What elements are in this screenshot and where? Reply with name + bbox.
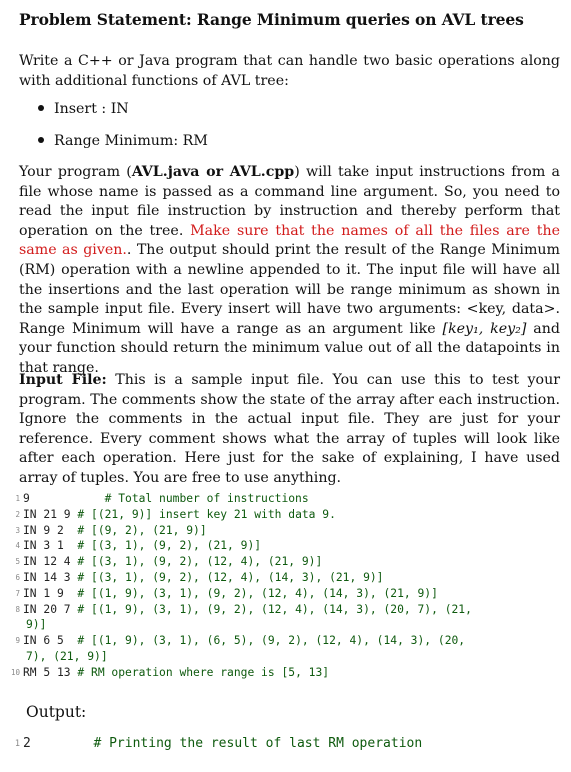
desc-part-a: Your program ( (19, 164, 132, 180)
code-comment: # [(1, 9), (3, 1), (6, 5), (9, 2), (12, 4), (14, 3), (20, (77, 634, 466, 648)
code-command: RM 5 13 (23, 665, 78, 679)
code-comment: # [(3, 1), (9, 2), (21, 9)] (77, 539, 262, 553)
output-comment: # Printing the result of last RM operation (93, 736, 423, 751)
code-comment: # [(9, 2), (21, 9)] (77, 523, 207, 537)
bullet-insert-text: Insert : IN (54, 101, 129, 117)
code-line (8, 554, 563, 570)
sample-output-code (8, 736, 422, 751)
output-heading: Output: (26, 703, 87, 721)
code-comment: 7), (21, 9)] (26, 649, 108, 663)
code-comment: 9)] (26, 618, 47, 632)
line-number: 3 (15, 525, 20, 535)
intro-paragraph: Write a C++ or Java program that can handle two basic operations along with additional functions of AVL tree: (19, 53, 560, 89)
code-comment: # [(3, 1), (9, 2), (12, 4), (14, 3), (21, 9)] (77, 570, 384, 584)
line-number: 4 (15, 541, 20, 551)
code-comment: # [(3, 1), (9, 2), (12, 4), (21, 9)] (77, 555, 323, 569)
bullet-insert (38, 101, 129, 117)
code-line (8, 538, 563, 554)
input-file-text: This is a sample input file. You can use this to test your program. The comments show the state of the array after each instruction. Ignore the comments in the actual input file. They are just for your reference. Every comment shows what the array of tuples will look like after each operation. Here just for the sake of explaining, I have used array of tuples. You are free to use anything. (19, 372, 560, 486)
line-number: 1 (15, 494, 20, 503)
input-file-paragraph (19, 371, 560, 489)
code-comment: # RM operation where range is [5, 13] (77, 665, 330, 679)
code-command: 9 (23, 492, 105, 505)
code-line (8, 633, 563, 649)
code-line (8, 665, 563, 681)
code-line (8, 507, 563, 523)
code-command: IN 20 7 (23, 602, 78, 616)
code-comment: # Total number of instructions (104, 492, 309, 505)
code-command: IN 12 4 (23, 555, 78, 569)
code-line (8, 586, 563, 602)
code-command: IN 6 5 (23, 634, 78, 648)
desc-part-d: . The output should print the result of the Range Minimum (RM) operation with a newline appended to it. The input file will have all the insertions and the last operation will be range minimum as shown in the sample input file. Every insert will have two arguments: <key, data>. Range Minimum will have a range as an argument like (19, 242, 560, 337)
code-command: IN 21 9 (23, 507, 78, 521)
sample-input-code (8, 491, 563, 681)
warning-text: Make sure that the names of all the files are the same as given. (19, 222, 560, 259)
bullet-range-minimum (38, 133, 208, 149)
bullet-dot-icon (38, 137, 44, 143)
filename-emphasis: AVL.java or AVL.cpp (131, 164, 295, 180)
code-line (8, 491, 563, 507)
bullet-dot-icon (38, 105, 44, 111)
line-number: 6 (15, 572, 20, 582)
code-command: IN 9 2 (23, 523, 78, 537)
line-number: 1 (14, 739, 20, 749)
code-command: IN 1 9 (23, 586, 78, 600)
code-line (8, 570, 563, 586)
range-notation: [key₁, key₂] (442, 320, 527, 337)
code-comment: # [(1, 9), (3, 1), (9, 2), (12, 4), (14, 3), (20, 7), (21, (77, 602, 472, 616)
line-number: 9 (15, 636, 20, 646)
description-paragraph (19, 163, 560, 379)
code-comment: # [(1, 9), (3, 1), (9, 2), (12, 4), (14, 3), (21, 9)] (77, 586, 438, 600)
line-number: 5 (15, 557, 20, 567)
line-number: 8 (15, 604, 20, 614)
code-command: IN 14 3 (23, 570, 78, 584)
problem-title: Problem Statement: Range Minimum queries on AVL trees (19, 10, 524, 29)
code-line-continuation (8, 649, 563, 665)
code-comment: # [(21, 9)] insert key 21 with data 9. (77, 507, 336, 521)
desc-part-e: and your function should return the minimum value out of all the datapoints in that range. (19, 320, 560, 376)
line-number: 2 (15, 509, 20, 519)
code-line (8, 602, 563, 618)
code-command: IN 3 1 (23, 539, 78, 553)
desc-part-c: ) will take input instructions from a file whose name is passed as a command line argument. So, you need to read the input file instruction by instruction and thereby perform that operation on the tree. (19, 164, 560, 239)
line-number: 7 (15, 588, 20, 598)
bullet-rm-text: Range Minimum: RM (54, 133, 208, 149)
input-file-label: Input File: (19, 372, 107, 388)
output-value: 2 (23, 736, 31, 751)
line-number: 10 (10, 667, 20, 677)
code-line (8, 523, 563, 539)
code-line-continuation (8, 617, 563, 633)
